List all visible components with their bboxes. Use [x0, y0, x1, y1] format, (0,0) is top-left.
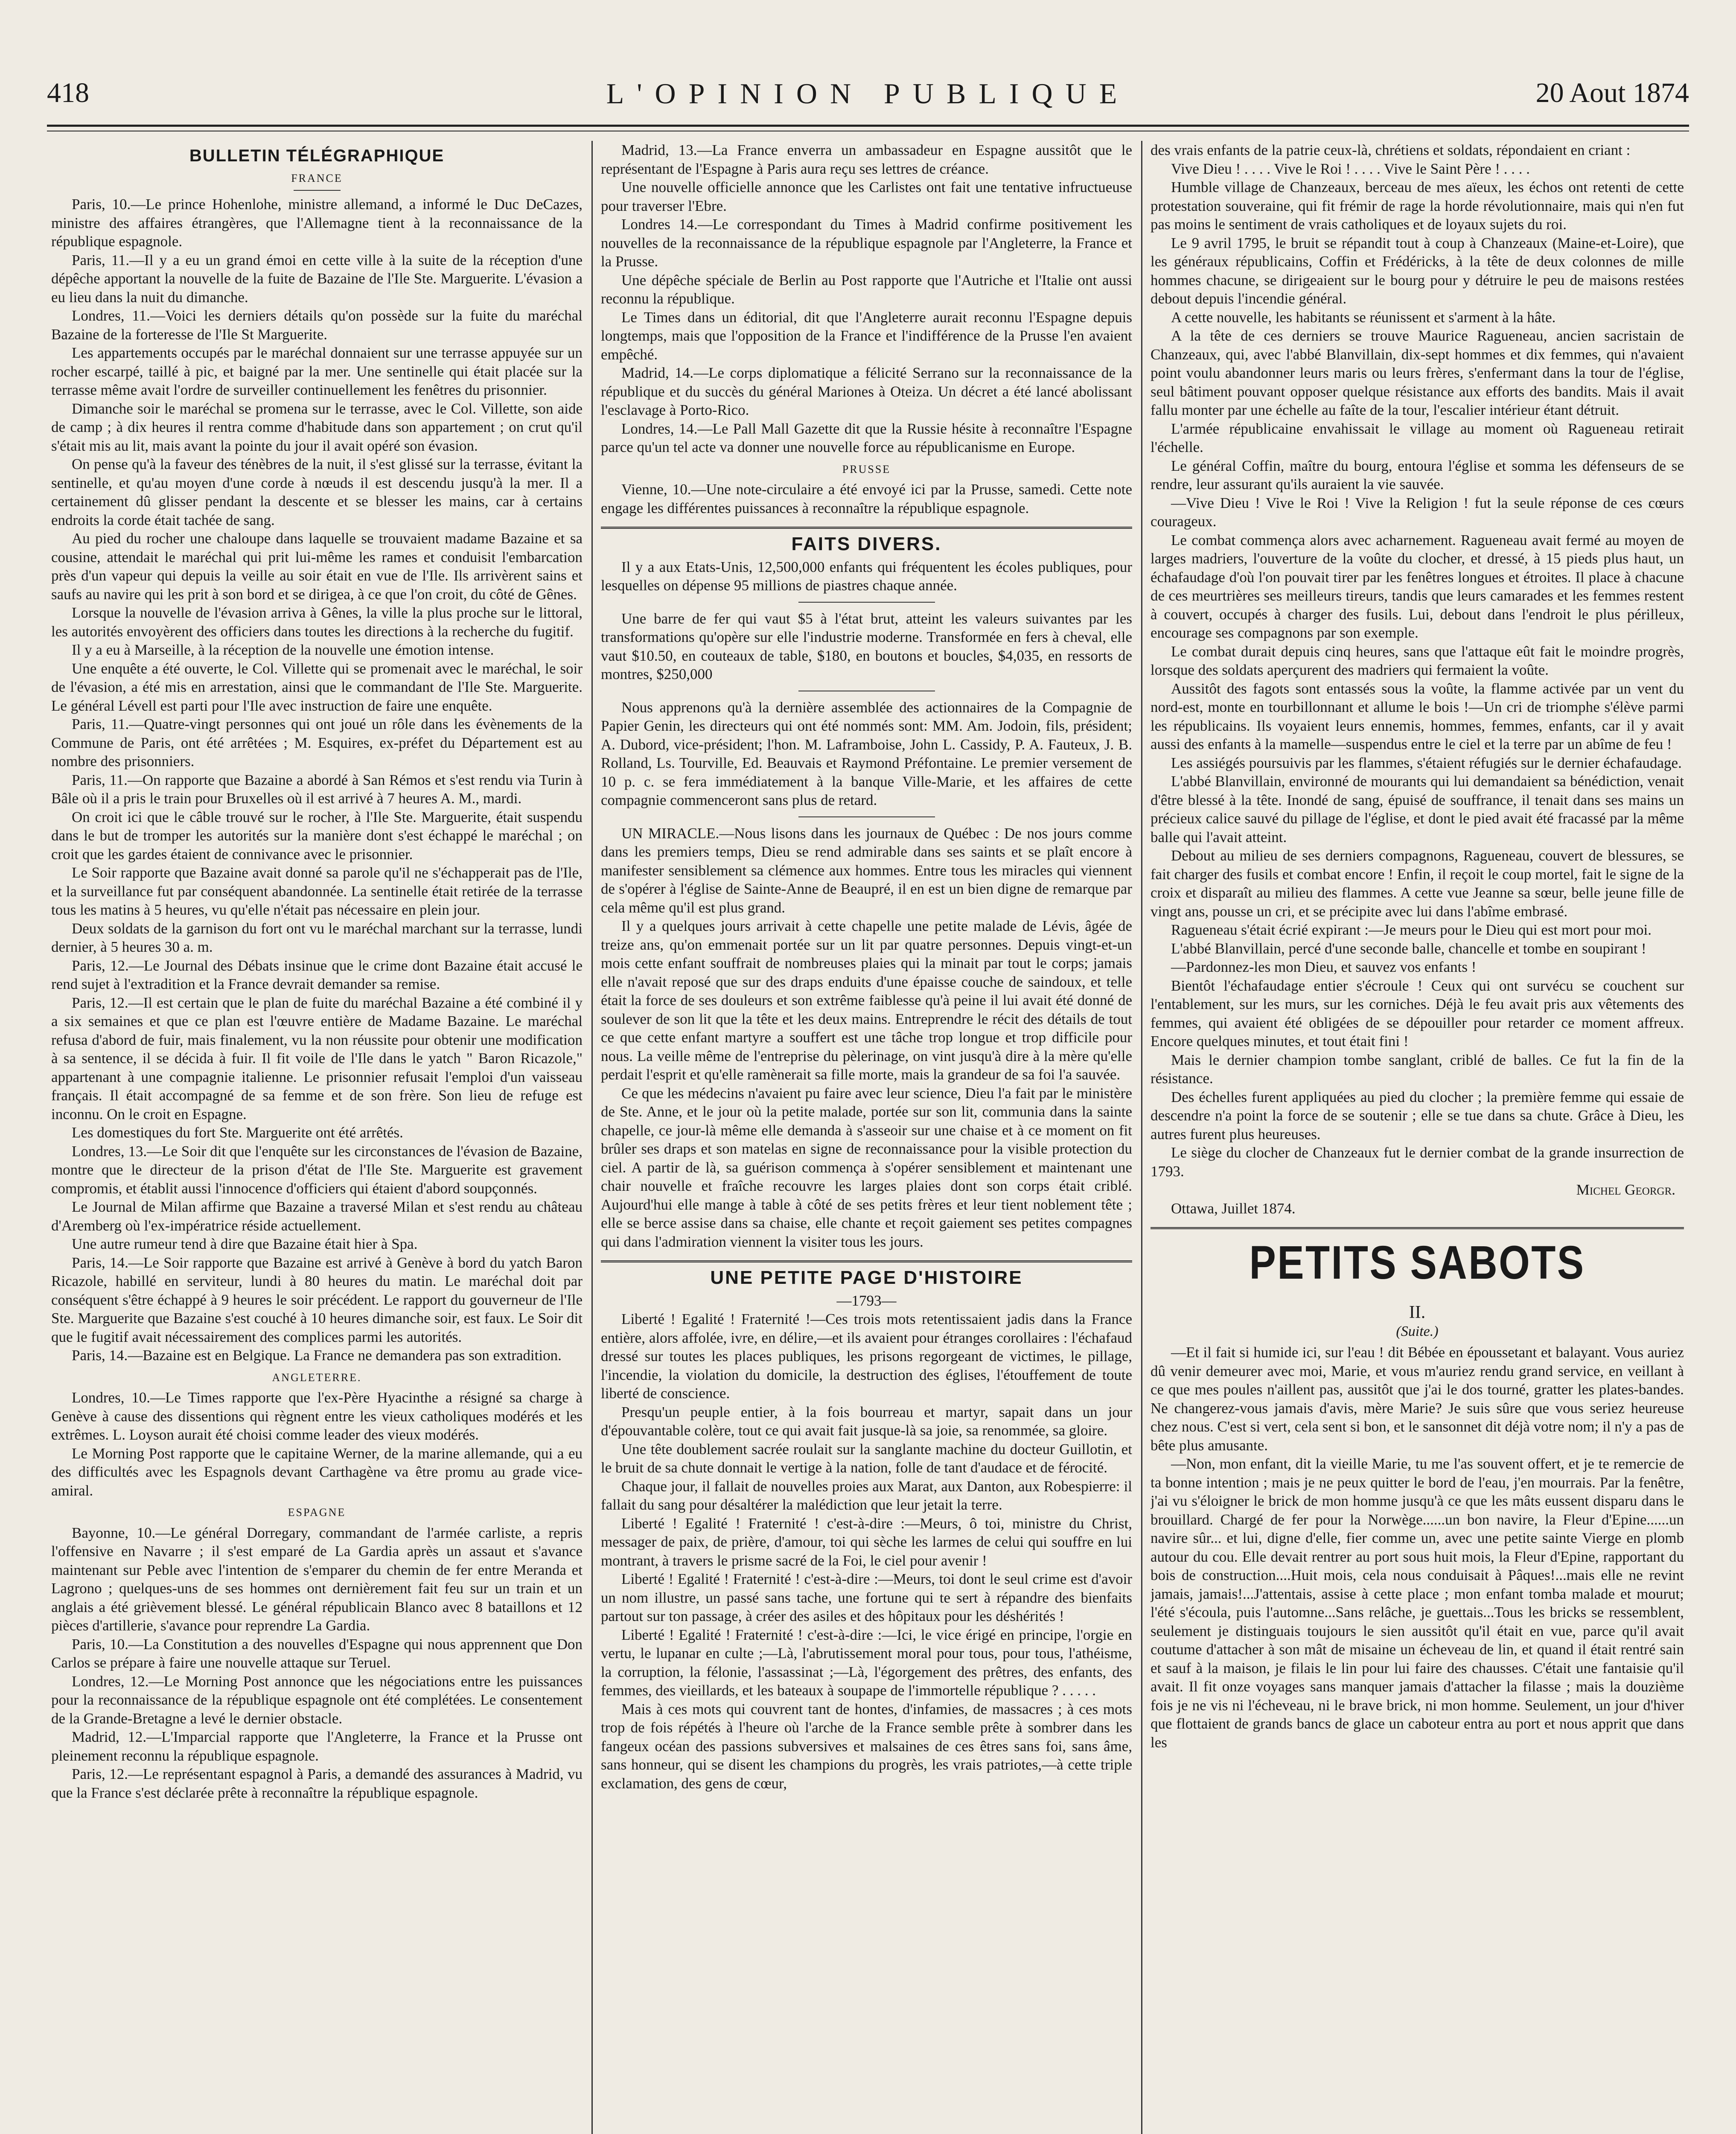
sabots-paragraph: —Et il fait si humide ici, sur l'eau ! dit Bébée en époussetant et balayant. Vous auriez dû venir demeurer avec moi, Marie, et vous m'auriez rendu grand service, en veillant à ce que mes poules n'aillent pas, aussitôt que j'ai le dos tourné, gratter les plates-bandes. Ne changerez-vous jamais d'avis, mère Marie? Je suis sûre que vous seriez heureuse chez nous. C'est si vert, cela sent si bon, et le sansonnet dit déjà votre nom; il n'y a pas de bête plus amusante. [1151, 1344, 1684, 1454]
dispatch-paragraph: Le Morning Post rapporte que le capitaine Werner, de la marine allemande, qui a eu des difficultés avec les Espagnols devant Carthagène va être promu au grade vice-amiral. [51, 1445, 583, 1499]
histoire-paragraph: Le combat durait depuis cinq heures, sans que l'attaque eût fait le moindre progrès, lorsque des soldats aperçurent des madriers qui fermaient la voûte. [1151, 643, 1684, 678]
faits-paragraph: Il y a aux Etats-Unis, 12,500,000 enfants qui fréquentent les écoles publiques, pour lesquelles on dépense 95 millions de piastres chaque année. [601, 558, 1132, 594]
dispatch-paragraph: Paris, 12.—Le représentant espagnol à Paris, a demandé des assurances à Madrid, vu que la France s'est déclarée prête à reconnaître la république espagnole. [51, 1766, 583, 1801]
dispatch-paragraph: Paris, 11.—On rapporte que Bazaine a abordé à San Rémos et s'est rendu via Turin à Bâle où il a pris le train pour Bruxelles où il est arrivé à 7 heures A. M., mardi. [51, 771, 583, 807]
histoire-paragraph: L'abbé Blanvillain, environné de mourants qui lui demandaient sa bénédiction, venait d'être blessé à la tête. Inondé de sang, épuisé de souffrance, il tenait dans ses mains un précieux calice sauvé du pillage de l'église, et dont le pied avait été fracassé par la même balle qui l'avait atteint. [1151, 773, 1684, 845]
histoire-paragraph: Debout au milieu de ses derniers compagnons, Ragueneau, couvert de blessures, se fait charger des fusils et combat encore ! Enfin, il reçoit le coup mortel, fait le signe de la croix et disparaît au milieu des flammes. A cette vue Jeanne sa sœur, belle jeune fille de vingt ans, pousse un cri, et se précipite avec lui dans l'abîme embrasé. [1151, 847, 1684, 920]
dispatch-paragraph: Madrid, 13.—La France enverra un ambassadeur en Espagne aussitôt que le représentant de l'Espagne à Paris aura reçu ses lettres de créance. [601, 142, 1132, 177]
histoire-paragraph: Le général Coffin, maître du bourg, entoura l'église et somma les défenseurs de se rendre, leur assurant qu'ils auraient la vie sauvée. [1151, 457, 1684, 493]
histoire-paragraph: Mais le dernier champion tombe sanglant, criblé de balles. Ce fut la fin de la résistance. [1151, 1051, 1684, 1087]
dispatch-paragraph: Londres, 10.—Le Times rapporte que l'ex-Père Hyacinthe a résigné sa charge à Genève à cause des dissentions qui règnent entre les vieux catholiques modérés et les extrêmes. L. Loyson aurait été choisi comme leader des vieux modérés. [51, 1389, 583, 1443]
dispatch-paragraph: Madrid, 12.—L'Imparcial rapporte que l'Angleterre, la France et la Prusse ont pleinement reconnu la république espagnole. [51, 1729, 583, 1764]
histoire-paragraph: Une tête doublement sacrée roulait sur la sanglante machine du docteur Guillotin, et le bruit de sa chute donnait le vertige à la nation, folle de tant d'audace et de férocité. [601, 1440, 1132, 1476]
chapter-number: II. [1409, 1303, 1426, 1322]
column-divider-1 [591, 141, 593, 2134]
histoire-paragraph: Bientôt l'échafaudage entier s'écroule ! Ceux qui ont survécu se couchent sur l'entablement, sur les murs, sur les corniches. Déjà le feu avait pris aux vêtements des femmes, qui avaient été obligées de se dépouiller pour retarder ce moment affreux. Encore quelques minutes, et tout était fini ! [1151, 977, 1684, 1050]
issue-date: 20 Aout 1874 [1535, 77, 1689, 108]
dispatch-paragraph: Londres, 11.—Voici les derniers détails qu'on possède sur la fuite du maréchal Bazaine de la forteresse de l'Ile St Marguerite. [51, 307, 583, 343]
column-3 [1151, 141, 1684, 2134]
histoire-paragraph: Ragueneau s'était écrié expirant :—Je meurs pour le Dieu qui est mort pour moi. [1171, 921, 1652, 938]
dispatch-paragraph: Une nouvelle officielle annonce que les Carlistes ont fait une tentative infructueuse pour traverser l'Ebre. [601, 179, 1132, 214]
divider [294, 190, 341, 191]
page-header [47, 77, 1689, 124]
histoire-paragraph: Le combat commença alors avec acharnement. Ragueneau avait fermé au moyen de larges madriers, l'ouverture de la voûte du clocher, et dressé, à 15 pieds plus haut, un échafaudage d'où l'on pouvait tirer par les fenêtres longues et étroites. Il place à chacune de ces meurtrières ses meilleurs tireurs, tandis que leurs camarades et les femmes restent à couvert, occupés à charger des fusils. Lui, debout dans l'endroit le plus périlleux, encourage ses compagnons par son exemple. [1151, 531, 1684, 641]
dispatch-paragraph: Paris, 10.—Le prince Hohenlohe, ministre allemand, a informé le Duc DeCazes, ministre des affaires étrangères, que l'Allemagne tient à la reconnaissance de la république espagnole. [51, 196, 583, 250]
dispatch-paragraph: Paris, 12.—Le Journal des Débats insinue que le crime dont Bazaine était accusé le rend sujet à l'extradition et la France devrait demander sa remise. [51, 957, 583, 992]
histoire-heading: UNE PETITE PAGE D'HISTOIRE [710, 1267, 1023, 1288]
histoire-paragraph: Le siège du clocher de Chanzeaux fut le dernier combat de la grande insurrection de 1793. [1151, 1144, 1684, 1180]
faits-paragraph: Nous apprenons qu'à la dernière assemblée des actionnaires de la Compagnie de Papier Genin, les directeurs qui ont été nommés sont: MM. Am. Jodoin, fils, président; A. Dubord, vice-président; l'hon. M. Laframboise, John L. Cassidy, P. A. Fauteux, J. B. Rolland, Ls. Tourville, Ed. Beauvais et Raymond Préfontaine. Le premier versement de 10 p. c. se fera immédiatement à la banque Ville-Marie, et les affaires de cette compagnie commenceront sans plus de retard. [601, 699, 1132, 808]
histoire-paragraph: A la tête de ces derniers se trouve Maurice Ragueneau, ancien sacristain de Chanzeaux, qui, avec l'abbé Blanvillain, dix-sept hommes et dix femmes, qui n'avaient point voulu abandonner leurs maris ou leurs frères, s'enfermant dans la tour de l'église, seul bâtiment pouvant opposer quelque résistance aux efforts des bandits. Mais il avait fallu monter par une échelle au faîte de la tour, l'escalier intérieur étant détruit. [1151, 327, 1684, 418]
separator [798, 602, 935, 603]
suite-label: (Suite.) [1396, 1323, 1439, 1339]
espagne-dispatches [51, 1524, 583, 1802]
bulletin-heading: BULLETIN TÉLÉGRAPHIQUE [189, 146, 445, 165]
dispatch-paragraph: Au pied du rocher une chaloupe dans laquelle se trouvaient madame Bazaine et sa cousine, attendait le maréchal qui prit lui-même les rames et conduisit l'embarcation près d'un vapeur qui depuis la veille au soir était en vue de l'Ile. Ils arrivèrent sains et saufs au navire qui les prit à son bord et se dirigea, à ce que l'on croit, du côté de Gênes. [51, 530, 583, 603]
dateline: Ottawa, Juillet 1874. [1171, 1200, 1296, 1217]
dispatch-paragraph: Le Times dans un éditorial, dit que l'Angleterre aurait reconnu l'Espagne depuis longtemps, mais que l'opposition de la France et l'indifférence de la Prusse l'en avaient empêché. [601, 309, 1132, 363]
column-divider-2 [1141, 141, 1142, 2134]
histoire-paragraph: Liberté ! Egalité ! Fraternité ! c'est-à-dire :—Meurs, toi dont le seul crime est d'avoir un nom illustre, un passé sans tache, une fortune qui te sert à répandre des bienfaits partout sur ton passage, à créer des asiles et des hôpitaux pour les déshérités ! [601, 1571, 1132, 1624]
miracle-label: UN MIRACLE. [621, 825, 719, 842]
section-rule [601, 1260, 1132, 1262]
france-dispatches [51, 195, 583, 1365]
dispatch-paragraph: Londres, 14.—Le Pall Mall Gazette dit que la Russie hésite à reconnaître l'Espagne parce qu'un tel acte va donner une nouvelle force au républicanisme en Europe. [601, 420, 1132, 455]
dispatch-paragraph: Paris, 10.—La Constitution a des nouvelles d'Espagne qui nous apprennent que Don Carlos se prépare à faire une nouvelle attaque sur Teruel. [51, 1635, 583, 1671]
section-prusse: PRUSSE [842, 463, 891, 475]
histoire-body [601, 1310, 1132, 1793]
dispatch-paragraph: Paris, 14.—Le Soir rapporte que Bazaine est arrivé à Genève à bord du yatch Baron Ricazole, habillé en serviteur, lundi à 80 heures du matin. Le maréchal doit par conséquent s'être échappé à 9 heures le soir précédent. Le rapport du gouverneur de l'Ile Ste. Marguerite que Bazaine s'est couché à 10 heures dimanche soir, est faux. Le Soir dit que le fugitif avait nécessairement des complices parmi les autorités. [51, 1254, 583, 1345]
column-2 [601, 141, 1132, 2134]
dispatch-paragraph: Une dépêche spéciale de Berlin au Post rapporte que l'Autriche et l'Italie ont aussi reconnu la république. [601, 271, 1132, 307]
dispatch-paragraph: Il y a eu à Marseille, à la réception de la nouvelle une émotion intense. [72, 641, 494, 658]
dispatch-paragraph: Paris, 11.—Quatre-vingt personnes qui ont joué un rôle dans les évènements de la Commune de Paris, ont été arrêtées ; M. Esquires, ex-préfet du Département est au nombre des prisonniers. [51, 716, 583, 770]
faits-divers-heading: FAITS DIVERS. [791, 534, 942, 554]
dispatch-paragraph: Vienne, 10.—Une note-circulaire a été envoyé ici par la Prusse, samedi. Cette note engage les différentes puissances à reconnaître la république espagnole. [601, 481, 1132, 516]
dispatch-paragraph: Une autre rumeur tend à dire que Bazaine était hier à Spa. [72, 1236, 418, 1252]
histoire-paragraph: Aussitôt des fagots sont entassés sous la voûte, la flamme activée par un vent du nord-est, monte en tourbillonnant et allume le bois !—Un cri de triomphe s'élève parmi les républicains. Ils voyaient leurs ennemis, hommes, femmes, enfants, car il y avait aussi des enfants à la mamelle—suspendus entre le ciel et la terre par un abîme de feu ! [1151, 680, 1684, 752]
sabots-body [1151, 1343, 1684, 1752]
dispatch-paragraph: Dimanche soir le maréchal se promena sur le terrasse, avec le Col. Villette, son aide de camp ; à dix heures il rentra comme d'habitude dans son appartement ; on crut qu'il s'était mis au lit, mais avant la pointe du jour il avait opéré son évasion. [51, 400, 583, 454]
section-espagne: ESPAGNE [288, 1506, 346, 1519]
histoire-paragraph: Humble village de Chanzeaux, berceau de mes aïeux, les échos ont retenti de cette protestation souveraine, qui fit frémir de rage la horde révolutionnaire, mais qui n'en fut pas moins le sentiment de vrais catholiques et de loyaux sujets du roi. [1151, 179, 1684, 233]
dispatch-paragraph: Une enquête a été ouverte, le Col. Villette qui se promenait avec le maréchal, le soir de l'évasion, a été mis en arrestation, ainsi que le commandant de l'Ile Ste. Marguerite. Le général Lévell est parti pour l'Ile avec instruction de faire une enquête. [51, 660, 583, 714]
histoire-paragraph: Vive Dieu ! . . . . Vive le Roi ! . . . . Vive le Saint Père ! . . . . [1171, 160, 1530, 177]
sabots-paragraph: —Non, mon enfant, dit la vieille Marie, tu me l'as souvent offert, et je te remercie de ta bonne intention ; mais je ne peux quitter le bord de l'eau, j'en mourrais. Par la fenêtre, j'ai vu s'éloigner le brick de mon homme jusqu'à ce que les mâts eussent disparu dans le brouillard. Chargé de fer pour la Norwège......un bon navire, la Fleur d'Epine......un navire sûr... et lui, digne d'elle, fier comme un, avec une petite sainte Vierge en plomb autour du cou. Elle devait rentrer au port sous huit mois, la Fleur d'Epine, rapportant du bois de construction....Huit mois, cela nous conduisait à Pâques!...mais elle ne revint jamais, jamais!...J'attentais, assise à cette place ; mon enfant tomba malade et mourut; l'été s'écoula, puis l'automne...Sans relâche, je guettais...Tous les bricks se ressemblent, seulement je distinguais toujours le sien aussitôt qu'il était en vue, parce qu'il avait coutume d'attacher à son mât de misaine un écheveau de lin, et quand il était rentré sain et sauf à la maison, je filais le lin pour lui faire des chausses. C'était une fantaisie qu'il avait. Il fit onze voyages sans manquer jamais d'attacher la filasse ; mais la douzième fois je ne vis ni l'écheveau, ni le brave brick, ni mon homme. Seulement, un jour d'hiver que flottaient de grands bancs de glace un caboteur entra au port et nous apprit que dans les [1151, 1455, 1684, 1751]
header-rule [47, 125, 1689, 127]
dispatch-paragraph: Les domestiques du fort Ste. Marguerite ont été arrêtés. [72, 1124, 403, 1141]
dispatch-paragraph: Bayonne, 10.—Le général Dorregary, commandant de l'armée carliste, a repris l'offensive en Navarre ; il s'est emparé de La Gardia après un assaut et s'avance maintenant sur Peble avec l'intention de s'emparer du chemin de fer entre Meranda et Lagrono ; quelques-uns de ses hommes ont dernièrement fait feu sur un train et un anglais a été grièvement blessé. Le général républicain Blanco avec 8 bataillons et 12 pièces d'artillerie, s'avance pour reprendre La Gardia. [51, 1524, 583, 1634]
miracle-paragraph: UN MIRACLE.—Nous lisons dans les journaux de Québec : De nos jours comme dans les premiers temps, Dieu se rend admirable dans ses saints et se plaît encore à manifester sensiblement sa clémence aux hommes. Entre tous les miracles qui viennent de s'opérer à l'église de Sainte-Anne de Beaupré, il en est un bien digne de remarque par cela même qu'il est plus grand. [601, 825, 1132, 916]
dispatch-paragraph: Paris, 11.—Il y a eu un grand émoi en cette ville à la suite de la réception d'une dépêche apportant la nouvelle de la fuite de Bazaine de l'Ile Ste. Marguerite. L'évasion a eu lieu dans la nuit du dimanche. [51, 251, 583, 306]
histoire-paragraph: L'abbé Blanvillain, percé d'une seconde balle, chancelle et tombe en soupirant ! [1171, 940, 1646, 957]
dispatch-paragraph: Paris, 14.—Bazaine est en Belgique. La France ne demandera pas son extradition. [72, 1347, 562, 1364]
dispatch-paragraph: On pense qu'à la faveur des ténèbres de la nuit, il s'est glissé sur la terrasse, évitant la sentinelle, et qu'au moyen d'une corde à nœuds il est descendu jusqu'à la mer. Il a certainement dû glisser pendant la descente et se blesser les mains, car à certains endroits la corde était tachée de sang. [51, 456, 583, 528]
separator [798, 816, 935, 817]
histoire-paragraph: A cette nouvelle, les habitants se réunissent et s'arment à la hâte. [1171, 309, 1556, 326]
histoire-paragraph: —Pardonnez-les mon Dieu, et sauvez vos enfants ! [1171, 959, 1477, 975]
petits-sabots-heading: PETITS SABOTS [1249, 1236, 1585, 1289]
histoire-paragraph: Les assiégés poursuivis par les flammes, s'étaient réfugiés sur le dernier échafaudage. [1171, 754, 1682, 771]
angleterre-dispatches [51, 1388, 583, 1500]
histoire-paragraph: Mais à ces mots qui couvrent tant de hontes, d'infamies, de massacres ; à ces mots trop de fois répétés à l'heure où l'arche de la France semble prête à sombrer dans les fangeux océan des passions subversives et malsaines de ces êtres sans foi, sans âme, sans honneur, qui se disent les champions du progrès, les vrais patriotes,—à cette triple exclamation, des gens de cœur, [601, 1700, 1132, 1792]
histoire-paragraph: Des échelles furent appliquées au pied du clocher ; la première femme qui essaie de descendre n'a point la force de se soutenir ; elle se tue dans sa chute. Grâce à Dieu, les autres furent plus heureuses. [1151, 1088, 1684, 1143]
section-france: FRANCE [291, 172, 343, 184]
dispatch-paragraph: Les appartements occupés par le maréchal donnaient sur une terrasse appuyée sur un rocher escarpé, taillé à pic, et baigné par la mer. Une sentinelle qui était placée sur la terrasse même avait l'ordre de surveiller continuellement les fenêtres du prisonnier. [51, 344, 583, 398]
miracle-paragraph: Ce que les médecins n'avaient pu faire avec leur science, Dieu l'a fait par le ministère de Ste. Anne, et le jour où la petite malade, portée sur son lit, communia dans la sainte chapelle, ce jour-là même elle demanda à s'asseoir sur une chaise et à ce moment on fit brûler ses draps et son matelas en signe de reconnaissance pour la visible protection du ciel. A partir de là, sa guérison commença à s'opérer sensiblement et maintenant une chair nouvelle et fraîche recouvre les larges plaies dont son corps était criblé. Aujourd'hui elle mange à table à côté de ses petits frères et leur tient noblement tête ; elle se berce assise dans sa chaise, elle chante et reçoit gaiement ses petites compagnes qui dans l'admiration viennent la visiter tous les jours. [601, 1084, 1132, 1250]
dispatch-paragraph: Paris, 12.—Il est certain que le plan de fuite du maréchal Bazaine a été combiné il y a six semaines et que ce plan est l'œuvre entière de Madame Bazaine. Le maréchal refusa d'abord de fuir, mais finalement, vu la non réussite pour obtenir une modification à sa sentence, il se décida à fuir. Il fit voile de l'Ile dans le yatch " Baron Ricazole," appartenant à une compagnie italienne. Le prisonnier refusait l'emploi d'un vaisseau français. Il était accompagné de sa femme et de son frère. Son lieu de refuge est inconnu. On le croit en Espagne. [51, 994, 583, 1122]
dispatch-paragraph: On croit ici que le câble trouvé sur le rocher, à l'Ile Ste. Marguerite, était suspendu dans le but de tromper les autorités sur la manière dont s'est échappé le maréchal ; on croit que les gardes étaient de connivance avec le prisonnier. [51, 808, 583, 863]
dispatch-paragraph: Londres, 13.—Le Soir dit que l'enquête sur les circonstances de l'évasion de Bazaine, montre que le directeur de la prison d'état de l'Ile Ste. Marguerite est gravement compromis, et établit aussi l'innocence d'officiers qui étaient d'abord soupçonnés. [51, 1143, 583, 1197]
faits-paragraph: Une barre de fer qui vaut $5 à l'état brut, atteint les valeurs suivantes par les transformations qu'opère sur elle l'industrie moderne. Transformée en fers à cheval, elle vaut $10.50, en couteaux de table, $180, en boutons et boucles, $4,035, en ressorts de montres, $250,000 [601, 610, 1132, 682]
author-signature: Michel Georgr. [1576, 1181, 1675, 1198]
histoire-paragraph: —Vive Dieu ! Vive le Roi ! Vive la Religion ! fut la seule réponse de ces cœurs courageux. [1151, 494, 1684, 530]
histoire-paragraph: des vrais enfants de la patrie ceux-là, chrétiens et soldats, répondaient en criant : [1151, 142, 1631, 158]
histoire-continued [1151, 141, 1684, 1181]
dispatch-paragraph: Deux soldats de la garnison du fort ont vu le maréchal marchant sur la terrasse, lundi dernier, à 5 heures 30 a. m. [51, 920, 583, 955]
dispatch-paragraph: Le Journal de Milan affirme que Bazaine a traversé Milan et s'est rendu au château d'Aremberg où l'ex-impératrice réside actuellement. [51, 1198, 583, 1234]
section-rule [1151, 1227, 1684, 1229]
column-1 [51, 141, 583, 2134]
histoire-paragraph: Chaque jour, il fallait de nouvelles proies aux Marat, aux Danton, aux Robespierre: il fallait du sang pour désaltérer la malédiction que leur jetait la terre. [601, 1478, 1132, 1513]
miracle-paragraph: Il y a quelques jours arrivait à cette chapelle une petite malade de Lévis, âgée de treize ans, qu'on emmenait portée sur un lit par quatre personnes. Depuis vingt-et-un mois cette enfant souffrait de nombreuses plaies qui la minait par tout le corps; jamais elle n'avait reposé que sur des draps enduits d'une épaisse couche de saindoux, et telle était la force de ses douleurs et son extrême faiblesse qu'à peine il lui avait été donné de soulever de son lit que la tête et les deux mains. Entreprendre le récit des détails de tout ce que cette enfant martyre a souffert est une tâche trop longue et trop difficile pour nous. La veille même de l'entreprise du pèlerinage, on vint jusqu'à dire à la mère qu'elle perdait l'esprit et qu'elle ramènerait sa fille morte, mais la grandeur de sa foi l'a sauvée. [601, 918, 1132, 1083]
histoire-paragraph: L'armée républicaine envahissait le village au moment où Ragueneau retirait l'échelle. [1151, 420, 1684, 455]
dispatch-paragraph: Londres, 12.—Le Morning Post annonce que les négociations entre les puissances pour la reconnaissance de la république espagnole ont été complétées. Le consentement de la Grande-Bretagne a levé le dernier obstacle. [51, 1673, 583, 1727]
dispatch-paragraph: Madrid, 14.—Le corps diplomatique a félicité Serrano sur la reconnaissance de la république et du succès du général Mariones à Oteiza. Un décret a été lancé abolissant l'esclavage à Porto-Rico. [601, 364, 1132, 418]
histoire-paragraph: Liberté ! Egalité ! Fraternité ! c'est-à-dire :—Meurs, ô toi, ministre du Christ, messager de paix, de prière, d'amour, toi qui sèche les larmes de celui qui souffre en lui montrant, à travers le prisme sacré de la Foi, le ciel pour avenir ! [601, 1515, 1132, 1569]
histoire-paragraph: Liberté ! Egalité ! Fraternité ! c'est-à-dire :—Ici, le vice érigé en principe, l'orgie en vertu, le lupanar en culte ;—Là, l'abrutissement moral pour tous, pour tous, l'athéisme, la corruption, la félonie, l'assassinat ;—Là, l'égorgement des prêtres, des enfants, des femmes, des vieillards, et les bateaux à soupape de l'immortelle république ? . . . . . [601, 1626, 1132, 1699]
histoire-paragraph: Presqu'un peuple entier, à la fois bourreau et martyr, sapait dans un jour d'épouvantable colère, tout ce qui avait fait jusque-là sa joie, sa renommée, sa gloire. [601, 1403, 1132, 1439]
bulletin-continued [601, 141, 1132, 457]
histoire-paragraph: Liberté ! Egalité ! Fraternité !—Ces trois mots retentissaient jadis dans la France entière, alors affolée, ivre, en délire,—et ils avaient pour étranges corollaires : l'échafaud dressé sur toutes les places publiques, les prisons regorgeant de victimes, le pillage, l'incendie, la violation du domicile, la destruction des églises, l'étouffement de toute liberté de conscience. [601, 1311, 1132, 1402]
dispatch-paragraph: Le Soir rapporte que Bazaine avait donné sa parole qu'il ne s'échapperait pas de l'Ile, et la surveillance fut par conséquent abandonnée. La sentinelle était retirée de la terrasse tous les matins à 5 heures, vu qu'elle n'était pas nécessaire en plein jour. [51, 864, 583, 918]
section-rule [601, 527, 1132, 529]
newspaper-title: L'OPINION PUBLIQUE [606, 77, 1130, 110]
page-number: 418 [47, 77, 89, 108]
dispatch-paragraph: Londres 14.—Le correspondant du Times à Madrid confirme positivement les nouvelles de la reconnaissance de la république espagnole par l'Angleterre, la France et la Prusse. [601, 216, 1132, 270]
dispatch-paragraph: Lorsque la nouvelle de l'évasion arriva à Gênes, la ville la plus proche sur le littoral, les autorités envoyèrent des officiers dans toutes les directions à la recherche du fugitif. [51, 604, 583, 640]
histoire-year: —1793— [836, 1292, 897, 1309]
section-angleterre: ANGLETERRE. [272, 1371, 362, 1384]
histoire-paragraph: Le 9 avril 1795, le bruit se répandit tout à coup à Chanzeaux (Maine-et-Loire), que les généraux républicains, Coffin et Frédéricks, à la tête de deux colonnes de mille hommes chacune, se dirigeaient sur le bourg pour y détruire le peu de maisons restées debout depuis l'incendie général. [1151, 234, 1684, 307]
